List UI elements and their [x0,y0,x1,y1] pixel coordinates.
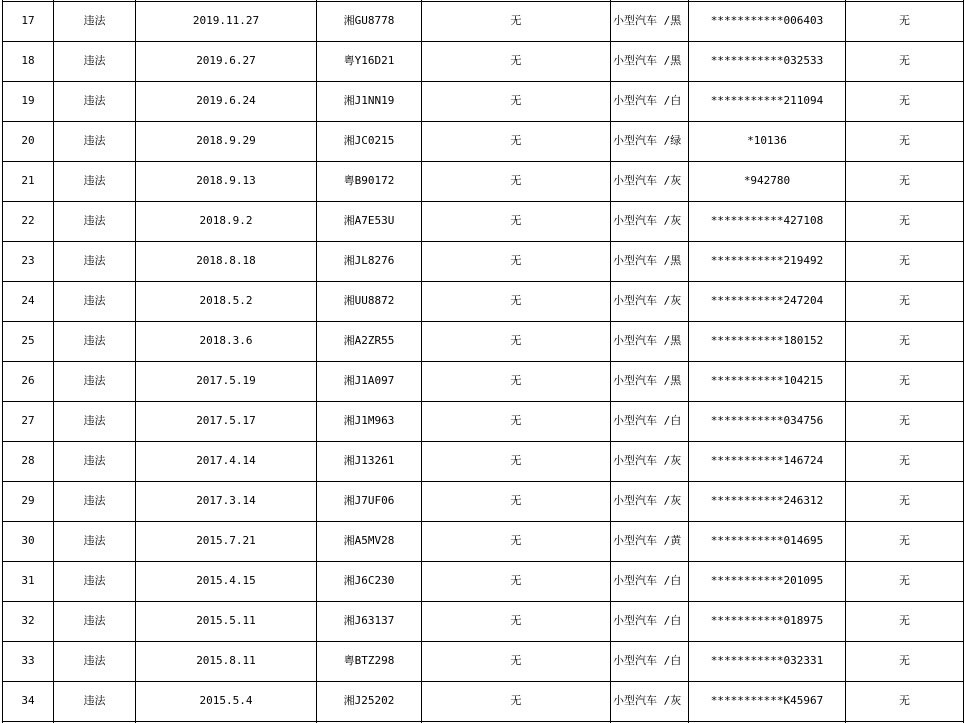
plate-number-cell: 湘GU8778 [343,14,395,27]
vehicle-type-cell: 小型汽车 /灰 [613,294,682,307]
id-number-cell: ***********006403 [710,14,824,27]
id-number-cell: ***********211094 [710,94,824,107]
field-8-cell: 无 [899,294,910,307]
plate-number-cell: 湘J63137 [343,614,395,627]
violation-type-cell: 违法 [83,414,106,427]
id-number-cell: ***********014695 [710,534,824,547]
violation-date-cell: 2019.6.24 [196,94,256,107]
id-number-cell: ***********427108 [710,214,824,227]
plate-number-cell: 湘J6C230 [343,574,395,587]
row-number-cell: 24 [21,294,35,307]
table-row [0,241,965,281]
plate-number-cell: 湘UU8872 [343,294,395,307]
row-number-cell: 21 [21,174,35,187]
id-number-cell: ***********146724 [710,454,824,467]
row-number-cell: 23 [21,254,35,267]
grid-line-horizontal [2,681,964,682]
table-row [0,361,965,401]
violation-type-cell: 违法 [83,54,106,67]
violation-date-cell: 2015.8.11 [196,654,256,667]
id-number-cell: *942780 [743,174,791,187]
vehicle-type-cell: 小型汽车 /白 [613,654,682,667]
violation-date-cell: 2018.9.29 [196,134,256,147]
table-row [0,81,965,121]
id-number-cell: *10136 [747,134,787,147]
row-number-cell: 20 [21,134,35,147]
plate-number-cell: 湘JC0215 [343,134,395,147]
row-number-cell: 28 [21,454,35,467]
field-8-cell: 无 [899,134,910,147]
row-number-cell: 22 [21,214,35,227]
id-number-cell: ***********K45967 [710,694,824,707]
violation-date-cell: 2018.9.2 [199,214,253,227]
plate-number-cell: 湘J25202 [343,694,395,707]
field-5-cell: 无 [510,174,522,187]
field-5-cell: 无 [510,214,522,227]
vehicle-type-cell: 小型汽车 /灰 [613,454,682,467]
field-8-cell: 无 [899,94,910,107]
plate-number-cell: 湘JL8276 [343,254,395,267]
id-number-cell: ***********247204 [710,294,824,307]
field-8-cell: 无 [899,14,910,27]
violation-date-cell: 2018.5.2 [199,294,253,307]
grid-line-horizontal [2,481,964,482]
violation-date-cell: 2015.4.15 [196,574,256,587]
violation-type-cell: 违法 [83,294,106,307]
plate-number-cell: 粤Y16D21 [343,54,395,67]
violation-type-cell: 违法 [83,574,106,587]
grid-line-horizontal [2,281,964,282]
table-row [0,201,965,241]
table-row [0,521,965,561]
plate-number-cell: 湘J13261 [343,454,395,467]
plate-number-cell: 湘A5MV28 [343,534,395,547]
vehicle-type-cell: 小型汽车 /灰 [613,214,682,227]
violation-date-cell: 2018.3.6 [199,334,253,347]
field-8-cell: 无 [899,694,910,707]
plate-number-cell: 湘J7UF06 [343,494,395,507]
grid-line-horizontal [2,361,964,362]
field-5-cell: 无 [510,414,522,427]
table-row [0,561,965,601]
field-5-cell: 无 [510,494,522,507]
violation-type-cell: 违法 [83,334,106,347]
grid-line-horizontal [2,561,964,562]
vehicle-type-cell: 小型汽车 /白 [613,94,682,107]
violation-date-cell: 2015.5.11 [196,614,256,627]
field-5-cell: 无 [510,254,522,267]
table-row [0,281,965,321]
vehicle-type-cell: 小型汽车 /白 [613,574,682,587]
table-row [0,641,965,681]
grid-line-horizontal [2,241,964,242]
field-8-cell: 无 [899,334,910,347]
field-8-cell: 无 [899,614,910,627]
field-8-cell: 无 [899,374,910,387]
grid-line-horizontal [2,521,964,522]
field-8-cell: 无 [899,454,910,467]
violation-date-cell: 2017.5.19 [196,374,256,387]
vehicle-type-cell: 小型汽车 /黄 [613,534,682,547]
violation-date-cell: 2015.5.4 [199,694,253,707]
field-5-cell: 无 [510,374,522,387]
row-number-cell: 32 [21,614,35,627]
vehicle-type-cell: 小型汽车 /黑 [613,334,682,347]
field-5-cell: 无 [510,454,522,467]
violation-type-cell: 违法 [83,454,106,467]
grid-line-horizontal [2,441,964,442]
violation-type-cell: 违法 [83,94,106,107]
violation-type-cell: 违法 [83,654,106,667]
plate-number-cell: 湘A7E53U [343,214,395,227]
id-number-cell: ***********246312 [710,494,824,507]
row-number-cell: 25 [21,334,35,347]
violation-type-cell: 违法 [83,534,106,547]
field-5-cell: 无 [510,654,522,667]
table-row [0,321,965,361]
table-row [0,441,965,481]
table-row [0,601,965,641]
row-number-cell: 27 [21,414,35,427]
row-number-cell: 31 [21,574,35,587]
field-8-cell: 无 [899,254,910,267]
violation-date-cell: 2018.8.18 [196,254,256,267]
table-row [0,681,965,721]
grid-line-horizontal [2,321,964,322]
vehicle-type-cell: 小型汽车 /白 [613,414,682,427]
field-5-cell: 无 [510,94,522,107]
grid-line-horizontal [2,161,964,162]
field-8-cell: 无 [899,214,910,227]
id-number-cell: ***********219492 [710,254,824,267]
violation-type-cell: 违法 [83,694,106,707]
violation-type-cell: 违法 [83,374,106,387]
row-number-cell: 33 [21,654,35,667]
table-row [0,41,965,81]
violation-date-cell: 2015.7.21 [196,534,256,547]
grid-line-horizontal [2,401,964,402]
field-5-cell: 无 [510,334,522,347]
field-5-cell: 无 [510,134,522,147]
violation-date-cell: 2017.3.14 [196,494,256,507]
violation-date-cell: 2019.11.27 [192,14,260,27]
field-8-cell: 无 [899,494,910,507]
violation-type-cell: 违法 [83,174,106,187]
violation-type-cell: 违法 [83,214,106,227]
row-number-cell: 26 [21,374,35,387]
violation-type-cell: 违法 [83,494,106,507]
field-5-cell: 无 [510,614,522,627]
violation-date-cell: 2019.6.27 [196,54,256,67]
id-number-cell: ***********180152 [710,334,824,347]
grid-line-horizontal [2,121,964,122]
violation-type-cell: 违法 [83,614,106,627]
plate-number-cell: 湘J1A097 [343,374,395,387]
grid-line-horizontal [2,601,964,602]
violation-type-cell: 违法 [83,14,106,27]
table-row [0,401,965,441]
plate-number-cell: 湘J1NN19 [343,94,395,107]
field-5-cell: 无 [510,294,522,307]
grid-line-horizontal [2,201,964,202]
field-8-cell: 无 [899,414,910,427]
violation-date-cell: 2017.4.14 [196,454,256,467]
plate-number-cell: 粤BTZ298 [343,654,395,667]
vehicle-type-cell: 小型汽车 /灰 [613,694,682,707]
violation-date-cell: 2018.9.13 [196,174,256,187]
id-number-cell: ***********032331 [710,654,824,667]
row-number-cell: 18 [21,54,35,67]
vehicle-type-cell: 小型汽车 /灰 [613,494,682,507]
vehicle-type-cell: 小型汽车 /黑 [613,254,682,267]
field-8-cell: 无 [899,174,910,187]
plate-number-cell: 湘A2ZR55 [343,334,395,347]
id-number-cell: ***********034756 [710,414,824,427]
table-row [0,121,965,161]
field-8-cell: 无 [899,654,910,667]
field-5-cell: 无 [510,54,522,67]
violation-type-cell: 违法 [83,134,106,147]
grid-line-horizontal [2,1,964,2]
vehicle-type-cell: 小型汽车 /黑 [613,374,682,387]
id-number-cell: ***********018975 [710,614,824,627]
row-number-cell: 29 [21,494,35,507]
vehicle-type-cell: 小型汽车 /黑 [613,14,682,27]
table-row [0,481,965,521]
grid-line-horizontal [2,41,964,42]
row-number-cell: 34 [21,694,35,707]
violation-date-cell: 2017.5.17 [196,414,256,427]
row-number-cell: 30 [21,534,35,547]
id-number-cell: ***********032533 [710,54,824,67]
vehicle-type-cell: 小型汽车 /绿 [613,134,682,147]
table-row [0,161,965,201]
plate-number-cell: 湘J1M963 [343,414,395,427]
row-number-cell: 19 [21,94,35,107]
field-8-cell: 无 [899,54,910,67]
grid-line-horizontal [2,721,964,722]
table-row [0,1,965,41]
vehicle-type-cell: 小型汽车 /黑 [613,54,682,67]
grid-line-horizontal [2,81,964,82]
field-5-cell: 无 [510,574,522,587]
plate-number-cell: 粤B90172 [343,174,395,187]
field-8-cell: 无 [899,574,910,587]
field-5-cell: 无 [510,694,522,707]
violation-type-cell: 违法 [83,254,106,267]
field-5-cell: 无 [510,534,522,547]
row-number-cell: 17 [21,14,35,27]
id-number-cell: ***********201095 [710,574,824,587]
id-number-cell: ***********104215 [710,374,824,387]
vehicle-type-cell: 小型汽车 /灰 [613,174,682,187]
vehicle-type-cell: 小型汽车 /白 [613,614,682,627]
field-5-cell: 无 [510,14,522,27]
field-8-cell: 无 [899,534,910,547]
grid-line-horizontal [2,641,964,642]
